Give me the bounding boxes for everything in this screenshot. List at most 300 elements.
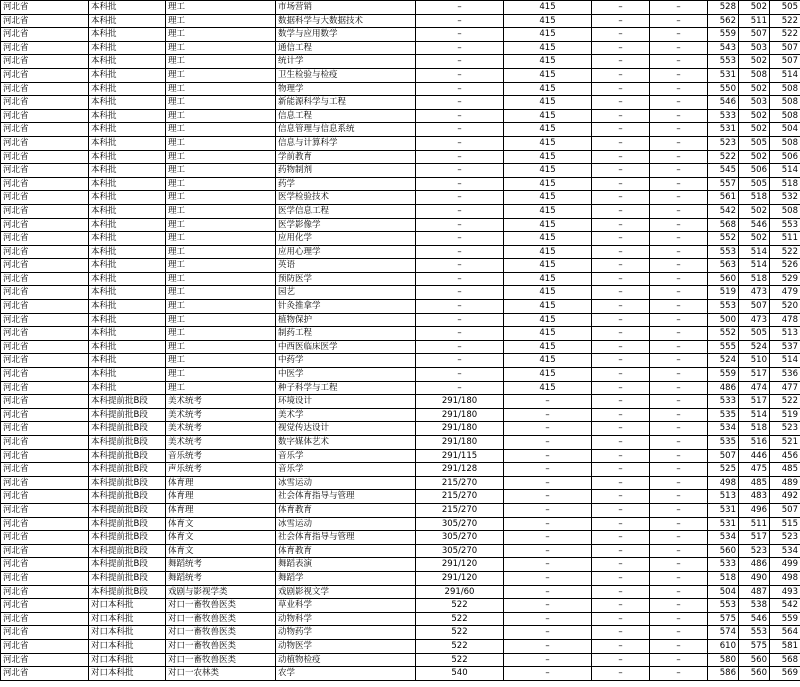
control-line-cell: – xyxy=(416,354,504,368)
table-row xyxy=(1,14,800,28)
min-score-cell: 518 xyxy=(739,191,770,205)
min-score-cell: 516 xyxy=(739,436,770,450)
control-line-cell: 215/270 xyxy=(416,476,504,490)
min-score-cell: 517 xyxy=(739,531,770,545)
control-line-cell: 291/180 xyxy=(416,422,504,436)
category-cell: 理工 xyxy=(166,177,276,191)
batch-cell: 本科提前批B段 xyxy=(89,558,166,572)
avg-score-cell: 542 xyxy=(770,599,800,613)
control-line-cell: – xyxy=(416,14,504,28)
extra-cell-a: – xyxy=(592,395,650,409)
batch-line-cell: – xyxy=(504,612,592,626)
control-line-cell: – xyxy=(416,136,504,150)
avg-score-cell: 532 xyxy=(770,191,800,205)
major-cell: 制药工程 xyxy=(276,327,416,341)
extra-cell-a: – xyxy=(592,368,650,382)
category-cell: 理工 xyxy=(166,1,276,15)
batch-line-cell: 415 xyxy=(504,82,592,96)
batch-line-cell: – xyxy=(504,503,592,517)
table-row xyxy=(1,544,800,558)
extra-cell-a: – xyxy=(592,639,650,653)
batch-cell: 本科提前批B段 xyxy=(89,503,166,517)
avg-score-cell: 518 xyxy=(770,177,800,191)
batch-cell: 本科批 xyxy=(89,232,166,246)
avg-score-cell: 506 xyxy=(770,150,800,164)
category-cell: 对口一畜牧兽医类 xyxy=(166,639,276,653)
major-cell: 新能源科学与工程 xyxy=(276,96,416,110)
min-score-cell: 496 xyxy=(739,503,770,517)
max-score-cell: 513 xyxy=(708,490,739,504)
major-cell: 动物医学 xyxy=(276,639,416,653)
avg-score-cell: 507 xyxy=(770,41,800,55)
batch-line-cell: 415 xyxy=(504,368,592,382)
major-cell: 社会体育指导与管理 xyxy=(276,490,416,504)
batch-line-cell: 415 xyxy=(504,313,592,327)
min-score-cell: 505 xyxy=(739,177,770,191)
max-score-cell: 533 xyxy=(708,558,739,572)
max-score-cell: 546 xyxy=(708,96,739,110)
category-cell: 舞蹈统考 xyxy=(166,571,276,585)
extra-cell-b: – xyxy=(650,381,708,395)
province-cell: 河北省 xyxy=(1,571,89,585)
extra-cell-a: – xyxy=(592,286,650,300)
batch-line-cell: 415 xyxy=(504,164,592,178)
category-cell: 理工 xyxy=(166,259,276,273)
province-cell: 河北省 xyxy=(1,300,89,314)
extra-cell-a: – xyxy=(592,14,650,28)
extra-cell-a: – xyxy=(592,109,650,123)
extra-cell-a: – xyxy=(592,463,650,477)
avg-score-cell: 477 xyxy=(770,381,800,395)
province-cell: 河北省 xyxy=(1,28,89,42)
major-cell: 动物科学 xyxy=(276,612,416,626)
batch-cell: 本科批 xyxy=(89,123,166,137)
extra-cell-b: – xyxy=(650,408,708,422)
control-line-cell: – xyxy=(416,204,504,218)
control-line-cell: – xyxy=(416,191,504,205)
control-line-cell: 291/128 xyxy=(416,463,504,477)
category-cell: 体育理 xyxy=(166,476,276,490)
extra-cell-b: – xyxy=(650,218,708,232)
control-line-cell: – xyxy=(416,368,504,382)
major-cell: 药学 xyxy=(276,177,416,191)
max-score-cell: 531 xyxy=(708,517,739,531)
control-line-cell: 305/270 xyxy=(416,517,504,531)
province-cell: 河北省 xyxy=(1,177,89,191)
major-cell: 园艺 xyxy=(276,286,416,300)
min-score-cell: 490 xyxy=(739,571,770,585)
province-cell: 河北省 xyxy=(1,422,89,436)
major-cell: 信息工程 xyxy=(276,109,416,123)
extra-cell-b: – xyxy=(650,286,708,300)
province-cell: 河北省 xyxy=(1,232,89,246)
batch-cell: 本科批 xyxy=(89,204,166,218)
table-row xyxy=(1,204,800,218)
min-score-cell: 502 xyxy=(739,204,770,218)
extra-cell-a: – xyxy=(592,381,650,395)
province-cell: 河北省 xyxy=(1,109,89,123)
extra-cell-b: – xyxy=(650,82,708,96)
table-row xyxy=(1,490,800,504)
category-cell: 对口一畜牧兽医类 xyxy=(166,626,276,640)
extra-cell-b: – xyxy=(650,395,708,409)
min-score-cell: 511 xyxy=(739,517,770,531)
batch-line-cell: 415 xyxy=(504,96,592,110)
max-score-cell: 528 xyxy=(708,1,739,15)
batch-cell: 本科批 xyxy=(89,381,166,395)
min-score-cell: 487 xyxy=(739,585,770,599)
extra-cell-b: – xyxy=(650,14,708,28)
avg-score-cell: 522 xyxy=(770,14,800,28)
min-score-cell: 575 xyxy=(739,639,770,653)
province-cell: 河北省 xyxy=(1,354,89,368)
batch-line-cell: 415 xyxy=(504,381,592,395)
table-row xyxy=(1,28,800,42)
category-cell: 声乐统考 xyxy=(166,463,276,477)
extra-cell-a: – xyxy=(592,558,650,572)
extra-cell-b: – xyxy=(650,313,708,327)
category-cell: 美术统考 xyxy=(166,436,276,450)
extra-cell-b: – xyxy=(650,490,708,504)
min-score-cell: 506 xyxy=(739,164,770,178)
control-line-cell: – xyxy=(416,123,504,137)
extra-cell-a: – xyxy=(592,626,650,640)
max-score-cell: 531 xyxy=(708,68,739,82)
extra-cell-b: – xyxy=(650,653,708,667)
batch-line-cell: – xyxy=(504,626,592,640)
avg-score-cell: 581 xyxy=(770,639,800,653)
extra-cell-a: – xyxy=(592,41,650,55)
min-score-cell: 514 xyxy=(739,259,770,273)
extra-cell-b: – xyxy=(650,571,708,585)
avg-score-cell: 534 xyxy=(770,544,800,558)
table-row xyxy=(1,463,800,477)
category-cell: 美术统考 xyxy=(166,408,276,422)
max-score-cell: 531 xyxy=(708,123,739,137)
max-score-cell: 534 xyxy=(708,531,739,545)
province-cell: 河北省 xyxy=(1,585,89,599)
extra-cell-b: – xyxy=(650,259,708,273)
max-score-cell: 563 xyxy=(708,259,739,273)
batch-cell: 本科批 xyxy=(89,259,166,273)
table-row xyxy=(1,232,800,246)
max-score-cell: 535 xyxy=(708,408,739,422)
extra-cell-b: – xyxy=(650,204,708,218)
max-score-cell: 531 xyxy=(708,503,739,517)
control-line-cell: 215/270 xyxy=(416,490,504,504)
table-row xyxy=(1,408,800,422)
avg-score-cell: 553 xyxy=(770,218,800,232)
extra-cell-b: – xyxy=(650,177,708,191)
max-score-cell: 498 xyxy=(708,476,739,490)
avg-score-cell: 508 xyxy=(770,204,800,218)
major-cell: 种子科学与工程 xyxy=(276,381,416,395)
control-line-cell: – xyxy=(416,218,504,232)
province-cell: 河北省 xyxy=(1,408,89,422)
major-cell: 应用心理学 xyxy=(276,245,416,259)
batch-cell: 本科批 xyxy=(89,109,166,123)
avg-score-cell: 522 xyxy=(770,245,800,259)
batch-line-cell: 415 xyxy=(504,177,592,191)
extra-cell-b: – xyxy=(650,232,708,246)
control-line-cell: 291/180 xyxy=(416,408,504,422)
batch-cell: 对口本科批 xyxy=(89,639,166,653)
extra-cell-b: – xyxy=(650,123,708,137)
table-row xyxy=(1,599,800,613)
category-cell: 理工 xyxy=(166,164,276,178)
min-score-cell: 446 xyxy=(739,449,770,463)
batch-line-cell: 415 xyxy=(504,191,592,205)
min-score-cell: 507 xyxy=(739,300,770,314)
major-cell: 针灸推拿学 xyxy=(276,300,416,314)
major-cell: 医学检验技术 xyxy=(276,191,416,205)
extra-cell-a: – xyxy=(592,55,650,69)
extra-cell-b: – xyxy=(650,558,708,572)
table-row xyxy=(1,109,800,123)
control-line-cell: – xyxy=(416,232,504,246)
min-score-cell: 502 xyxy=(739,55,770,69)
batch-cell: 本科批 xyxy=(89,368,166,382)
province-cell: 河北省 xyxy=(1,340,89,354)
province-cell: 河北省 xyxy=(1,463,89,477)
province-cell: 河北省 xyxy=(1,544,89,558)
major-cell: 信息管理与信息系统 xyxy=(276,123,416,137)
min-score-cell: 508 xyxy=(739,68,770,82)
province-cell: 河北省 xyxy=(1,653,89,667)
province-cell: 河北省 xyxy=(1,599,89,613)
major-cell: 体育教育 xyxy=(276,503,416,517)
batch-cell: 本科批 xyxy=(89,327,166,341)
province-cell: 河北省 xyxy=(1,1,89,15)
extra-cell-a: – xyxy=(592,490,650,504)
control-line-cell: 291/60 xyxy=(416,585,504,599)
category-cell: 理工 xyxy=(166,313,276,327)
batch-cell: 本科批 xyxy=(89,272,166,286)
province-cell: 河北省 xyxy=(1,381,89,395)
min-score-cell: 524 xyxy=(739,340,770,354)
avg-score-cell: 523 xyxy=(770,422,800,436)
min-score-cell: 502 xyxy=(739,232,770,246)
major-cell: 社会体育指导与管理 xyxy=(276,531,416,545)
batch-line-cell: – xyxy=(504,653,592,667)
max-score-cell: 553 xyxy=(708,55,739,69)
extra-cell-a: – xyxy=(592,653,650,667)
table-row xyxy=(1,571,800,585)
max-score-cell: 542 xyxy=(708,204,739,218)
province-cell: 河北省 xyxy=(1,476,89,490)
batch-cell: 本科提前批B段 xyxy=(89,571,166,585)
max-score-cell: 553 xyxy=(708,300,739,314)
extra-cell-b: – xyxy=(650,191,708,205)
table-row xyxy=(1,123,800,137)
max-score-cell: 507 xyxy=(708,449,739,463)
avg-score-cell: 504 xyxy=(770,123,800,137)
max-score-cell: 553 xyxy=(708,245,739,259)
batch-line-cell: 415 xyxy=(504,259,592,273)
province-cell: 河北省 xyxy=(1,395,89,409)
table-row xyxy=(1,653,800,667)
batch-line-cell: – xyxy=(504,517,592,531)
max-score-cell: 519 xyxy=(708,286,739,300)
extra-cell-b: – xyxy=(650,476,708,490)
extra-cell-a: – xyxy=(592,1,650,15)
table-row xyxy=(1,422,800,436)
major-cell: 动物药学 xyxy=(276,626,416,640)
extra-cell-b: – xyxy=(650,436,708,450)
control-line-cell: 540 xyxy=(416,667,504,681)
batch-line-cell: – xyxy=(504,422,592,436)
batch-cell: 本科批 xyxy=(89,191,166,205)
batch-cell: 本科提前批B段 xyxy=(89,490,166,504)
province-cell: 河北省 xyxy=(1,313,89,327)
avg-score-cell: 456 xyxy=(770,449,800,463)
category-cell: 理工 xyxy=(166,68,276,82)
batch-line-cell: 415 xyxy=(504,327,592,341)
min-score-cell: 518 xyxy=(739,272,770,286)
batch-cell: 本科批 xyxy=(89,286,166,300)
min-score-cell: 502 xyxy=(739,109,770,123)
max-score-cell: 560 xyxy=(708,544,739,558)
major-cell: 英语 xyxy=(276,259,416,273)
table-row xyxy=(1,245,800,259)
control-line-cell: – xyxy=(416,150,504,164)
category-cell: 理工 xyxy=(166,82,276,96)
batch-line-cell: 415 xyxy=(504,28,592,42)
batch-cell: 本科批 xyxy=(89,354,166,368)
category-cell: 理工 xyxy=(166,272,276,286)
batch-cell: 本科批 xyxy=(89,177,166,191)
extra-cell-a: – xyxy=(592,531,650,545)
extra-cell-b: – xyxy=(650,531,708,545)
extra-cell-b: – xyxy=(650,612,708,626)
max-score-cell: 552 xyxy=(708,232,739,246)
control-line-cell: – xyxy=(416,41,504,55)
major-cell: 草业科学 xyxy=(276,599,416,613)
avg-score-cell: 514 xyxy=(770,164,800,178)
major-cell: 数据科学与大数据技术 xyxy=(276,14,416,28)
province-cell: 河北省 xyxy=(1,245,89,259)
max-score-cell: 534 xyxy=(708,422,739,436)
extra-cell-a: – xyxy=(592,136,650,150)
max-score-cell: 559 xyxy=(708,368,739,382)
avg-score-cell: 564 xyxy=(770,626,800,640)
avg-score-cell: 508 xyxy=(770,96,800,110)
category-cell: 理工 xyxy=(166,368,276,382)
table-body xyxy=(1,1,800,681)
major-cell: 药物制剂 xyxy=(276,164,416,178)
extra-cell-b: – xyxy=(650,245,708,259)
max-score-cell: 586 xyxy=(708,667,739,681)
extra-cell-a: – xyxy=(592,28,650,42)
batch-line-cell: 415 xyxy=(504,150,592,164)
batch-line-cell: – xyxy=(504,585,592,599)
province-cell: 河北省 xyxy=(1,150,89,164)
major-cell: 卫生检验与检疫 xyxy=(276,68,416,82)
batch-cell: 本科批 xyxy=(89,340,166,354)
extra-cell-b: – xyxy=(650,463,708,477)
avg-score-cell: 507 xyxy=(770,503,800,517)
avg-score-cell: 521 xyxy=(770,436,800,450)
max-score-cell: 486 xyxy=(708,381,739,395)
batch-line-cell: 415 xyxy=(504,300,592,314)
major-cell: 市场营销 xyxy=(276,1,416,15)
extra-cell-a: – xyxy=(592,300,650,314)
extra-cell-a: – xyxy=(592,123,650,137)
province-cell: 河北省 xyxy=(1,517,89,531)
extra-cell-a: – xyxy=(592,204,650,218)
province-cell: 河北省 xyxy=(1,96,89,110)
min-score-cell: 514 xyxy=(739,408,770,422)
table-row xyxy=(1,340,800,354)
batch-line-cell: – xyxy=(504,544,592,558)
major-cell: 应用化学 xyxy=(276,232,416,246)
major-cell: 医学信息工程 xyxy=(276,204,416,218)
province-cell: 河北省 xyxy=(1,558,89,572)
batch-line-cell: 415 xyxy=(504,41,592,55)
category-cell: 理工 xyxy=(166,150,276,164)
batch-cell: 本科批 xyxy=(89,313,166,327)
min-score-cell: 502 xyxy=(739,82,770,96)
min-score-cell: 486 xyxy=(739,558,770,572)
major-cell: 环境设计 xyxy=(276,395,416,409)
batch-line-cell: 415 xyxy=(504,68,592,82)
province-cell: 河北省 xyxy=(1,272,89,286)
province-cell: 河北省 xyxy=(1,218,89,232)
batch-cell: 本科批 xyxy=(89,41,166,55)
avg-score-cell: 479 xyxy=(770,286,800,300)
avg-score-cell: 508 xyxy=(770,82,800,96)
control-line-cell: – xyxy=(416,259,504,273)
max-score-cell: 518 xyxy=(708,571,739,585)
extra-cell-b: – xyxy=(650,626,708,640)
batch-cell: 本科批 xyxy=(89,150,166,164)
max-score-cell: 561 xyxy=(708,191,739,205)
extra-cell-a: – xyxy=(592,599,650,613)
min-score-cell: 502 xyxy=(739,150,770,164)
min-score-cell: 546 xyxy=(739,612,770,626)
avg-score-cell: 507 xyxy=(770,55,800,69)
major-cell: 音乐学 xyxy=(276,463,416,477)
control-line-cell: – xyxy=(416,327,504,341)
batch-line-cell: 415 xyxy=(504,232,592,246)
min-score-cell: 502 xyxy=(739,123,770,137)
batch-line-cell: – xyxy=(504,531,592,545)
category-cell: 理工 xyxy=(166,204,276,218)
major-cell: 中医学 xyxy=(276,368,416,382)
category-cell: 舞蹈统考 xyxy=(166,558,276,572)
table-row xyxy=(1,531,800,545)
category-cell: 对口一畜牧兽医类 xyxy=(166,599,276,613)
table-row xyxy=(1,517,800,531)
batch-cell: 本科批 xyxy=(89,14,166,28)
extra-cell-a: – xyxy=(592,503,650,517)
province-cell: 河北省 xyxy=(1,55,89,69)
avg-score-cell: 520 xyxy=(770,300,800,314)
table-row xyxy=(1,368,800,382)
extra-cell-b: – xyxy=(650,327,708,341)
extra-cell-a: – xyxy=(592,191,650,205)
province-cell: 河北省 xyxy=(1,68,89,82)
control-line-cell: – xyxy=(416,82,504,96)
batch-cell: 本科批 xyxy=(89,1,166,15)
extra-cell-a: – xyxy=(592,232,650,246)
category-cell: 理工 xyxy=(166,232,276,246)
extra-cell-a: – xyxy=(592,245,650,259)
min-score-cell: 473 xyxy=(739,313,770,327)
batch-line-cell: – xyxy=(504,408,592,422)
batch-cell: 本科提前批B段 xyxy=(89,585,166,599)
extra-cell-b: – xyxy=(650,639,708,653)
